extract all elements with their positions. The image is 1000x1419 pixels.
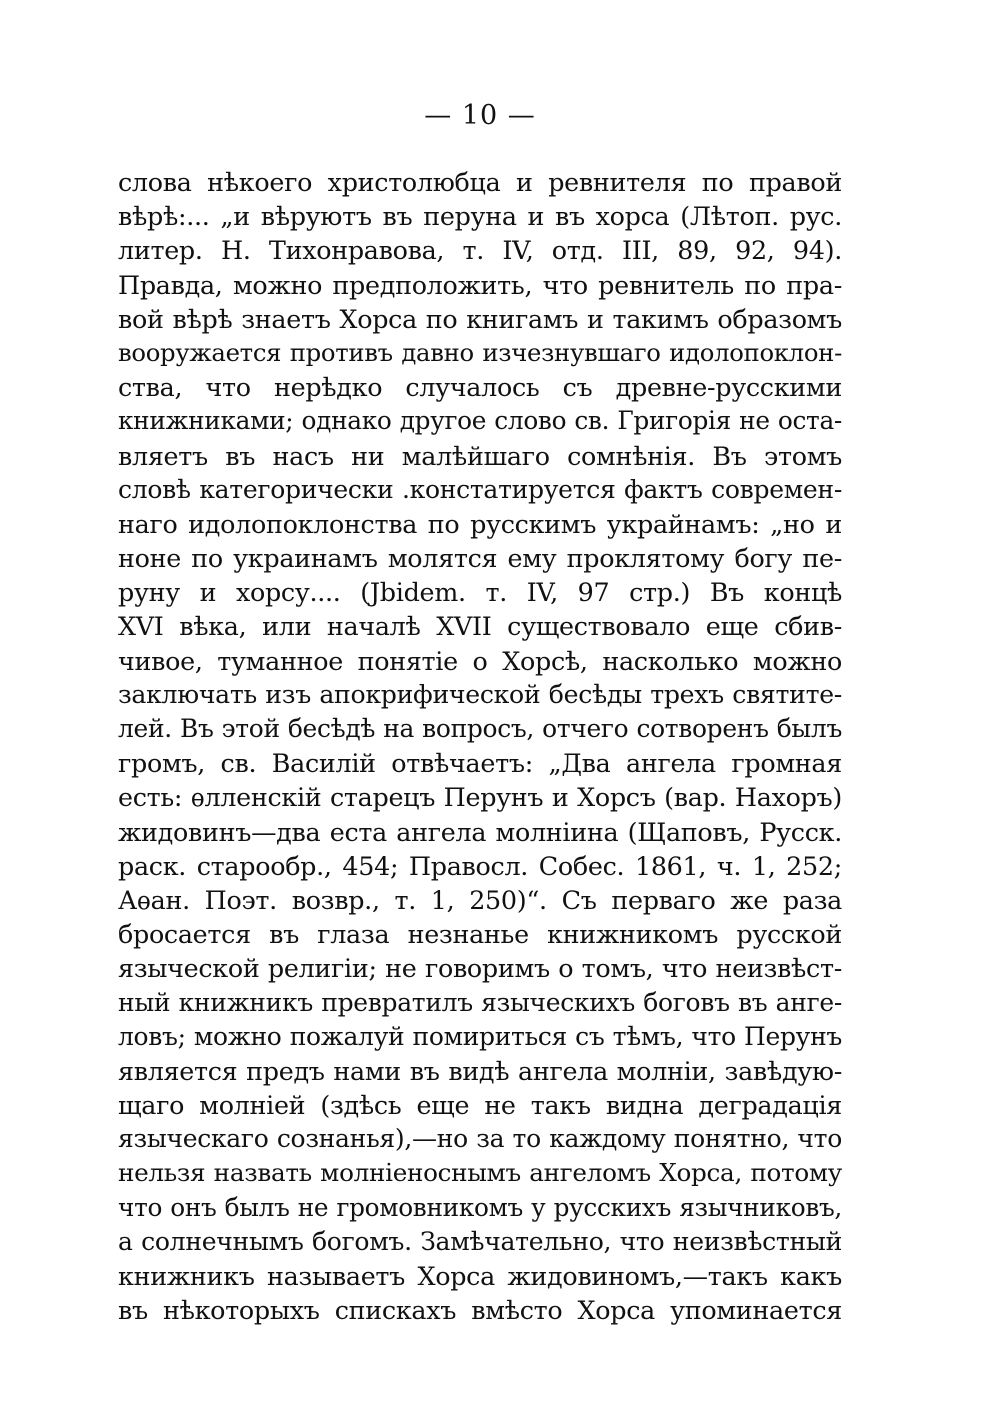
text-line: XVI вѣка, или началѣ XVII существовало еще сбив-: [118, 611, 842, 642]
text-line: ноне по украинамъ молятся ему проклятому богу пе-: [118, 543, 842, 574]
text-line: вляетъ въ насъ ни малѣйшаго сомнѣнія. Въ этомъ: [118, 440, 842, 471]
text-line: ловъ; можно пожалуй помириться съ тѣмъ, что Перунъ: [118, 1021, 842, 1051]
text-line: бросается въ глаза незнанье книжникомъ русской: [118, 919, 842, 950]
text-line: заключать изъ апокрифической бесѣды трехъ святите-: [118, 679, 842, 709]
text-line: громъ, св. Василій отвѣчаетъ: „Два ангела громная: [118, 748, 842, 779]
text-line: что онъ былъ не громовникомъ у русскихъ язычниковъ,: [118, 1192, 842, 1222]
text-line: Правда, можно предположить, что ревнитель по пра-: [118, 269, 842, 300]
text-line: книжниками; однако другое слово св. Григорія не оста-: [118, 406, 842, 436]
text-line: Аѳан. Поэт. возвр., т. 1, 250)“. Съ перваго же раза: [118, 884, 842, 915]
page-number: — 10 —: [424, 100, 536, 131]
text-line: ства, что нерѣдко случалось съ древне-русскими: [118, 372, 842, 403]
text-line: лей. Въ этой бесѣдѣ на вопросъ, отчего сотворенъ былъ: [118, 714, 842, 743]
text-line: наго идолопоклонства по русскимъ украйнамъ: „но и: [118, 508, 842, 539]
text-line: вооружается противъ давно изчезнувшаго идолопоклон-: [118, 337, 842, 367]
text-line: жидовинъ—два еста ангела молніина (Щаповъ, Русск.: [118, 816, 842, 847]
text-line: есть: ѳлленскій старецъ Перунъ и Хорсъ (вар. Нахоръ): [118, 782, 842, 813]
text-line: вой вѣрѣ знаетъ Хорса по книгамъ и такимъ образомъ: [118, 303, 842, 334]
text-line: а солнечнымъ богомъ. Замѣчательно, что неизвѣстный: [118, 1226, 842, 1256]
text-line: нельзя назвать молніеноснымъ ангеломъ Хорса, потому: [118, 1158, 842, 1188]
text-line: слова нѣкоего христолюбца и ревнителя по правой: [118, 167, 842, 197]
text-line: литер. Н. Тихонравова, т. IV, отд. III, 89, 92, 94).: [118, 235, 842, 266]
text-line: въ нѣкоторыхъ спискахъ вмѣсто Хорса упоминается: [118, 1295, 842, 1326]
body-text: [118, 165, 842, 1327]
text-line: чивое, туманное понятіе о Хорсѣ, насколько можно: [118, 645, 842, 676]
text-line: вѣрѣ:... „и вѣруютъ въ перуна и въ хорса (Лѣтоп. рус.: [118, 201, 842, 232]
text-line: является предъ нами въ видѣ ангела молніи, завѣдую-: [118, 1055, 842, 1086]
text-line: языческаго сознанья),—но за то каждому понятно, что: [118, 1124, 842, 1154]
text-line: ный книжникъ превратилъ языческихъ боговъ въ анге-: [118, 987, 842, 1017]
text-line: словѣ категорически .констатируется фактъ современ-: [118, 474, 842, 504]
text-line: руну и хорсу.... (Jbidem. т. IV, 97 стр.) Въ концѣ: [118, 577, 842, 608]
text-line: раск. старообр., 454; Правосл. Собес. 1861, ч. 1, 252;: [118, 850, 842, 881]
text-line: щаго молніей (здѣсь еще не такъ видна деградація: [118, 1090, 842, 1121]
text-line: языческой религіи; не говоримъ о томъ, что неизвѣст-: [118, 953, 842, 984]
text-line: книжникъ называетъ Хорса жидовиномъ,—такъ какъ: [118, 1261, 842, 1291]
